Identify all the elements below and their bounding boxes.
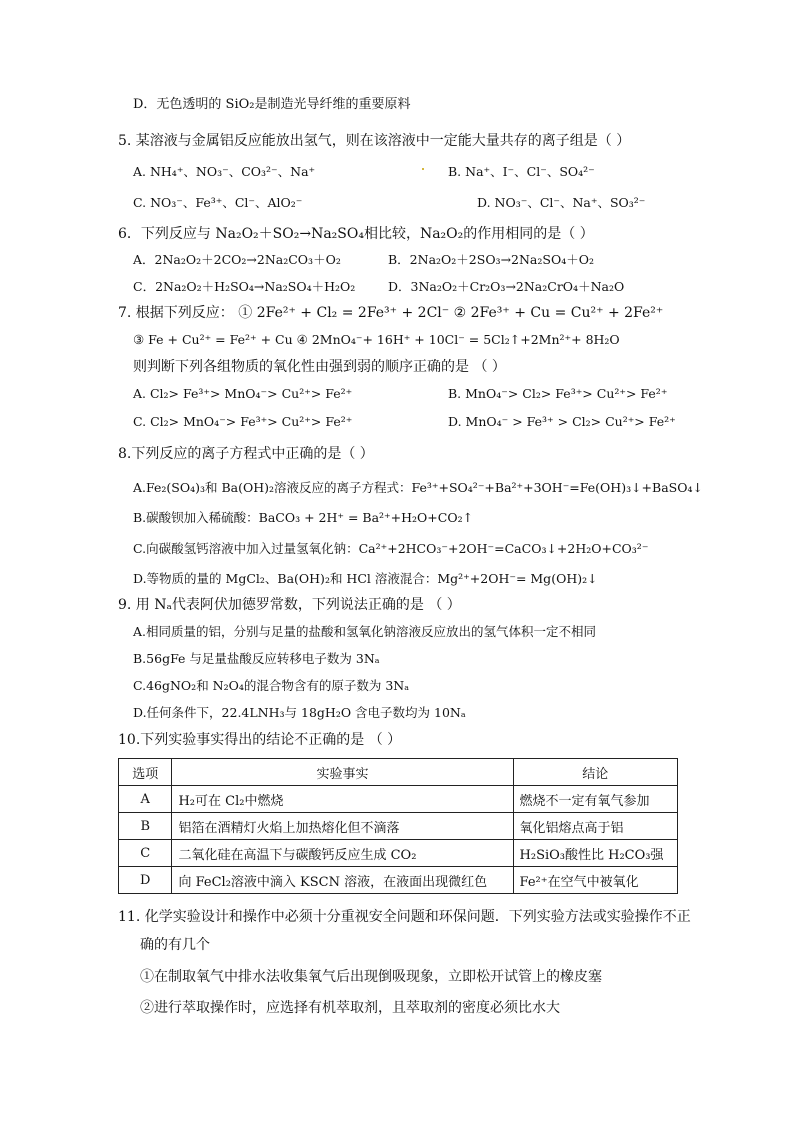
q9-stem: 9. 用 Nₐ代表阿伏加德罗常数，下列说法正确的是 （ ） [118,597,461,613]
q11-item-2: ②进行萃取操作时，应选择有机萃取剂，且萃取剂的密度必须比水大 [140,1000,560,1016]
q9-option-a: A.相同质量的铝，分别与足量的盐酸和氢氧化钠溶液反应放出的氢气体积一定不相同 [133,624,597,639]
q9-option-c: C.46gNO₂和 N₂O₄的混合物含有的原子数为 3Nₐ [133,678,410,693]
row-fact: 向 FeCl₂溶液中滴入 KSCN 溶液，在液面出现微红色 [172,867,513,894]
q10-stem: 10.下列实验事实得出的结论不正确的是 （ ） [118,732,402,748]
row-fact: H₂可在 Cl₂中燃烧 [172,786,513,813]
q8-stem: 8.下列反应的离子方程式中正确的是（ ） [118,446,374,462]
row-conclusion: Fe²⁺在空气中被氧化 [513,867,677,894]
row-conclusion: 燃烧不一定有氧气参加 [513,786,677,813]
q9-option-b: B.56gFe 与足量盐酸反应转移电子数为 3Nₐ [133,651,380,666]
table-row [119,867,678,894]
q7-option-a: A. Cl₂> Fe³⁺> MnO₄⁻> Cu²⁺> Fe²⁺ [133,386,353,401]
q4-option-d: D．无色透明的 SiO₂是制造光导纤维的重要原料 [133,97,411,112]
q5-option-c: C. NO₃⁻、Fe³⁺、Cl⁻、AlO₂⁻ [133,195,303,210]
row-conclusion: 氧化铝熔点高于铝 [513,813,677,840]
row-option: A [119,786,172,813]
table-header-row [119,759,678,786]
row-option: D [119,867,172,894]
q8-option-a: A.Fe₂(SO₄)₃和 Ba(OH)₂溶液反应的离子方程式：Fe³⁺+SO₄²⁻+Ba²⁺+3OH⁻=Fe(OH)₃↓+BaSO₄↓ [133,480,703,495]
row-option: B [119,813,172,840]
header-fact: 实验事实 [172,759,513,786]
q7-question: 则判断下列各组物质的氧化性由强到弱的顺序正确的是 （ ） [133,359,506,375]
q7-stem: 7. 根据下列反应： ① 2Fe²⁺ + Cl₂ = 2Fe³⁺ + 2Cl⁻ ② 2Fe³⁺ + Cu = Cu²⁺ + 2Fe²⁺ [118,305,664,321]
q5-option-b: B. Na⁺、I⁻、Cl⁻、SO₄²⁻ [448,164,595,179]
q8-option-d: D.等物质的量的 MgCl₂、Ba(OH)₂和 HCl 溶液混合：Mg²⁺+2OH⁻= Mg(OH)₂↓ [133,571,598,586]
q7-reactions: ③ Fe + Cu²⁺ = Fe²⁺ + Cu ④ 2MnO₄⁻+ 16H⁺ + 10Cl⁻ = 5Cl₂↑+2Mn²⁺+ 8H₂O [133,332,620,347]
q6-option-c: C．2Na₂O₂＋H₂SO₄→Na₂SO₄＋H₂O₂ [133,279,356,294]
q6-option-a: A．2Na₂O₂＋2CO₂→2Na₂CO₃＋O₂ [133,252,341,267]
q5-option-d: D. NO₃⁻、Cl⁻、Na⁺、SO₃²⁻ [477,195,646,210]
q5-stem: 5. 某溶液与金属铝反应能放出氢气，则在该溶液中一定能大量共存的离子组是（ ） [118,133,631,149]
q7-option-c: C. Cl₂> MnO₄⁻> Fe³⁺> Cu²⁺> Fe²⁺ [133,414,353,429]
table-row [119,813,678,840]
table-row [119,840,678,867]
row-fact: 二氧化硅在高温下与碳酸钙反应生成 CO₂ [172,840,513,867]
header-conclusion: 结论 [513,759,677,786]
q5-option-a: A. NH₄⁺、NO₃⁻、CO₃²⁻、Na⁺ [133,164,316,179]
q7-option-b: B. MnO₄⁻> Cl₂> Fe³⁺> Cu²⁺> Fe²⁺ [448,386,668,401]
q9-option-d: D.任何条件下，22.4LNH₃与 18gH₂O 含电子数均为 10Nₐ [133,705,466,720]
q10-table [118,758,678,894]
q11-item-1: ①在制取氧气中排水法收集氧气后出现倒吸现象，立即松开试管上的橡皮塞 [140,969,602,985]
q8-option-c: C.向碳酸氢钙溶液中加入过量氢氧化钠：Ca²⁺+2HCO₃⁻+2OH⁻=CaCO₃↓+2H₂O+CO₃²⁻ [133,541,649,556]
row-conclusion: H₂SiO₃酸性比 H₂CO₃强 [513,840,677,867]
q11-stem-line1: 11. 化学实验设计和操作中必须十分重视安全问题和环保问题．下列实验方法或实验操作不正 [118,909,691,925]
header-option: 选项 [119,759,172,786]
q6-option-d: D．3Na₂O₂＋Cr₂O₃→2Na₂CrO₄＋Na₂O [388,279,625,294]
q11-stem-line2: 确的有几个 [140,937,210,953]
q6-stem: 6．下列反应与 Na₂O₂＋SO₂→Na₂SO₄相比较，Na₂O₂的作用相同的是（ ） [118,226,594,242]
q6-option-b: B．2Na₂O₂＋2SO₃→2Na₂SO₄＋O₂ [388,252,594,267]
table-row [119,786,678,813]
row-option: C [119,840,172,867]
row-fact: 铝箔在酒精灯火焰上加热熔化但不滴落 [172,813,513,840]
stray-mark [422,168,424,170]
q8-option-b: B.碳酸钡加入稀硫酸：BaCO₃ + 2H⁺ = Ba²⁺+H₂O+CO₂↑ [133,510,474,525]
q7-option-d: D. MnO₄⁻ > Fe³⁺ > Cl₂> Cu²⁺> Fe²⁺ [448,414,676,429]
